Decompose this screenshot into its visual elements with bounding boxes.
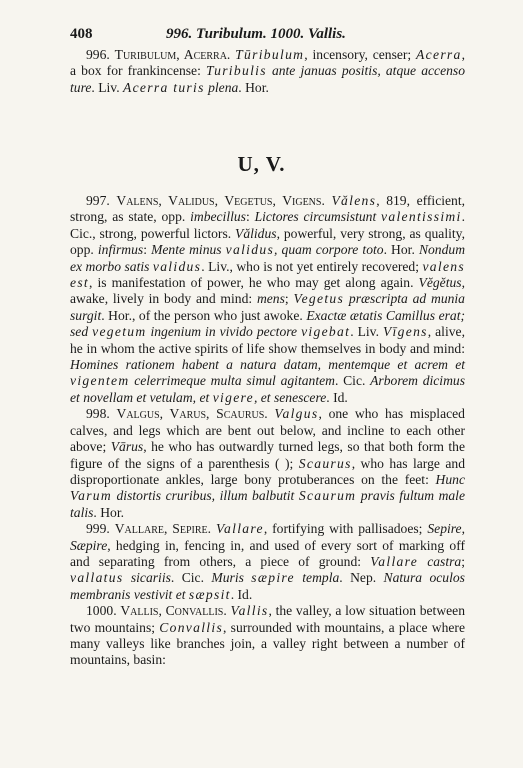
entry-headwords: Vallare, Sepire. <box>114 521 212 537</box>
latin-text: Vallis <box>230 603 269 619</box>
latin-text: Varum <box>70 488 112 504</box>
latin-text: Sæpire <box>70 537 108 553</box>
latin-text: sæpire <box>251 570 295 586</box>
entry-text: . Nep. <box>339 570 384 586</box>
entry-997 <box>70 193 465 406</box>
latin-text: Natura oculos membranis vestivit et <box>70 570 465 602</box>
entry-text: , powerful, very strong, as quality, opp. <box>70 225 465 258</box>
entry-text: ; <box>461 553 465 569</box>
running-title: 996. Turibulum. 1000. Vallis. <box>166 26 346 42</box>
entry-number: 999. <box>86 521 110 537</box>
entry-text: . Hor. <box>383 242 419 258</box>
entry-text: . Id. <box>326 389 348 405</box>
entry-text: , a box for frankincense: <box>70 47 466 79</box>
entry-text: , he who has outwardly turned legs, so that both form the figure of the signs of a parenthesis ( ); <box>70 439 465 471</box>
entry-1000 <box>70 603 465 669</box>
latin-text: celerrimeque multa simul agitantem <box>129 373 335 389</box>
latin-text: distortis cruribus, illum balbutit <box>112 488 299 504</box>
latin-text: valentissimi <box>381 209 462 225</box>
section-heading: U, V. <box>237 152 286 176</box>
latin-text: Tūribulum <box>235 47 305 62</box>
latin-text: infirmus <box>97 242 144 258</box>
entry-headwords: Vallis, Convallis. <box>120 603 227 619</box>
latin-text: Vălidus <box>235 225 277 241</box>
entry-text: . Hor., of the person who just awoke. <box>101 307 307 323</box>
latin-text: vigentem <box>70 373 130 389</box>
latin-text: Scaurus <box>298 455 352 471</box>
entry-text: . Cic., strong, powerful lictors. <box>70 209 465 241</box>
latin-text: Vallare <box>370 553 419 569</box>
entry-text: : <box>143 242 152 258</box>
entry-text: ; <box>284 291 294 307</box>
entries-block <box>70 193 465 669</box>
entry-text: , one who has misplaced calves, and legs which are bent out below, and incline to each other above; <box>70 406 465 455</box>
latin-text: Acerra turis <box>123 79 205 95</box>
latin-text: Scaurum <box>298 488 357 504</box>
page-number: 408 <box>70 26 93 42</box>
latin-text: validus <box>152 258 202 274</box>
latin-text: Acerra <box>416 47 462 62</box>
entry-text: , incensory, censer; <box>304 47 417 62</box>
latin-text: imbecillus <box>190 209 246 225</box>
entry-text: , <box>461 521 465 537</box>
entry-text: , 819, efficient, strong, as state, opp. <box>70 193 466 225</box>
entry-text: , surrounded with mountains, a place where many valleys like branches join, a valley right between a number of mountains, basin: <box>70 619 465 668</box>
latin-text: Hunc <box>435 471 465 487</box>
latin-text: vallatus <box>70 570 124 586</box>
latin-text: Vălens <box>331 193 377 208</box>
latin-text: Vallare <box>215 521 264 537</box>
latin-text: sæpsit <box>188 586 231 602</box>
entry-text: , who has large and disproportionate ankles, large bony protuberances on the feet: <box>70 455 466 487</box>
latin-text: Vegetus <box>293 291 345 307</box>
entry-text: . Cic. <box>170 570 212 586</box>
latin-text: Valgus <box>274 406 319 422</box>
latin-text: valens est <box>70 258 465 291</box>
entry-text: , awake, lively in body and mind: <box>70 275 465 307</box>
entry-headwords: Valens, Validus, Vegetus, Vigens. <box>116 193 325 208</box>
latin-text: vegetum <box>92 324 147 340</box>
latin-text: Vārus <box>110 439 144 455</box>
latin-text: Turibulis <box>206 63 267 79</box>
entry-number: 996. <box>86 47 110 62</box>
latin-text: præscripta ad munia surgit <box>70 291 465 323</box>
latin-text: Muris <box>211 570 252 586</box>
latin-text: vigebat <box>301 324 351 340</box>
entry-text: . Liv., who is not yet entirely recovered; <box>201 258 423 274</box>
latin-text: Exactæ ætatis Camillus erat; sed <box>70 307 465 340</box>
latin-text: templa <box>294 570 340 586</box>
entry-text: . Hor. <box>238 79 269 95</box>
latin-text: ante januas positis, atque accenso ture <box>70 63 465 95</box>
latin-text: validus <box>225 242 275 258</box>
entry-text: . Id. <box>230 586 253 602</box>
entry-text: , alive, he in whom the active spirits of life show themselves in body and mind: <box>70 324 465 356</box>
entry-text: . Cic. <box>334 373 371 389</box>
latin-text: mens <box>256 291 285 307</box>
latin-text: plena <box>204 79 239 95</box>
latin-text: Sepire <box>427 521 462 537</box>
latin-text: Arborem dicimus et novellam et vetulam, et <box>70 373 465 405</box>
entry-text: , the valley, a low situation between two mountains; <box>70 603 465 635</box>
latin-text: pravis fultum male talis <box>70 488 465 520</box>
latin-text: , et senescere <box>253 389 327 405</box>
entry-number: 1000. <box>86 603 117 619</box>
latin-text: sicariis <box>123 570 171 586</box>
latin-text: Homines rationem habent a natura datam, mentemque et acrem et <box>70 357 465 373</box>
entry-headwords: Valgus, Varus, Scaurus. <box>116 406 268 422</box>
latin-text: Convallis <box>159 619 224 635</box>
entry-996 <box>70 47 465 96</box>
running-header <box>70 26 465 44</box>
entry-block-996 <box>70 47 465 96</box>
latin-text: Mente minus <box>151 242 226 258</box>
entry-text: , fortifying with pallisadoes; <box>263 521 428 537</box>
entry-999 <box>70 521 465 603</box>
entry-text: , is manifestation of power, he who may get along again. <box>89 275 419 291</box>
entry-headwords: Turibulum, Acerra. <box>114 47 231 62</box>
latin-text: vigere <box>212 389 254 405</box>
entry-number: 997. <box>86 193 110 208</box>
entry-text: . Hor. <box>93 504 125 520</box>
entry-text: . Liv. <box>91 79 123 95</box>
entry-998 <box>70 406 465 521</box>
latin-text: ingenium in vivido pectore <box>146 324 302 340</box>
latin-text: , quam corpore toto <box>274 242 384 258</box>
entry-text: : <box>245 209 255 225</box>
latin-text: Vīgens <box>382 324 428 340</box>
latin-text: Nondum ex morbo satis <box>70 242 466 274</box>
latin-text: castra <box>418 553 462 569</box>
entry-number: 998. <box>86 406 110 422</box>
entry-text: . Liv. <box>350 324 383 340</box>
latin-text: Vĕgĕtus <box>418 275 462 291</box>
entry-text: , hedging in, fencing in, and used of every sort of marking off and separating from others, a piece of ground: <box>70 537 465 569</box>
latin-text: Lictores circumsistunt <box>254 209 382 225</box>
